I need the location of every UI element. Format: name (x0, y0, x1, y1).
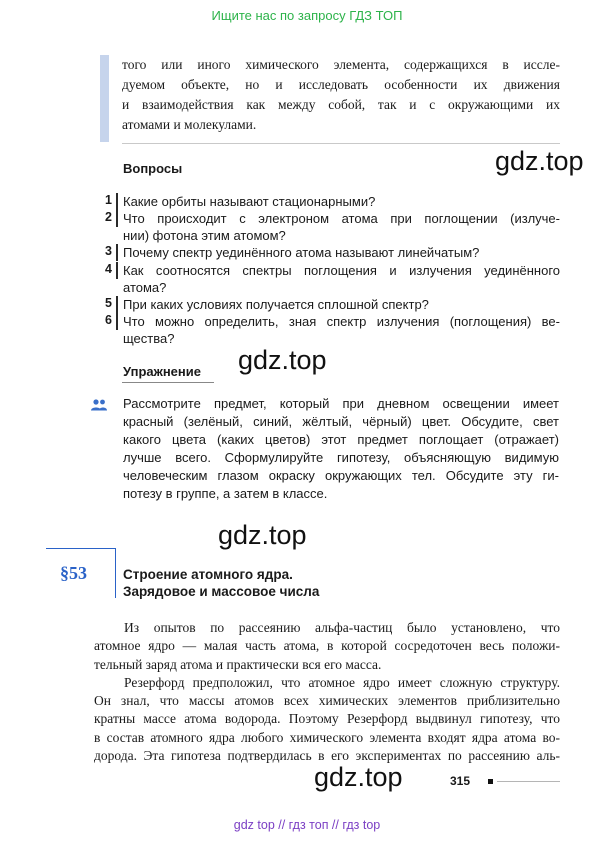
paragraph-number: §53 (60, 563, 87, 583)
exercise-title-underline (122, 382, 214, 383)
question-marker (116, 244, 118, 261)
paragraph-title: Строение атомного ядра. Зарядовое и массовое числа (123, 567, 320, 599)
question-text: Что происходит с электроном атома при поглощении (излуче- нии) фотона этим атомом? (123, 211, 560, 243)
question-number: 3 (105, 244, 112, 258)
intro-divider (122, 143, 560, 144)
intro-line: того или иного химического элемента, содержащихся в иссле- (122, 57, 560, 72)
watermark: gdz.top (238, 345, 327, 375)
group-work-icon (90, 399, 108, 411)
paragraph-body: Из опытов по рассеянию альфа-частиц было установлено, что атомное ядро — малая часть атома, в которой сосредоточен весь положи- тельный заряд атома и практически вся его масса. Резерфорд предположил, что атомное ядро имеет сложную структуру. Он знал, что массы атомов всех химических элементов приблизительно кратны массе атома водорода. Поэтому Резерфорд выдвинул гипотезу, что в состав атомного ядра любого химического элемента входят ядра атома во- дорода. Эта гипотеза подтвердилась в его экспериментах по рассеянию аль- (94, 620, 560, 764)
question-number: 5 (105, 296, 112, 310)
watermark: gdz.top (218, 520, 307, 550)
intro-line: и взаимодействия как между собой, так и с окружающими их (122, 97, 560, 112)
question-marker (116, 262, 118, 279)
page-footer-rule (497, 781, 560, 782)
intro-sidebar-bar (100, 55, 109, 142)
question-text: Какие орбиты называют стационарными? (123, 194, 376, 209)
page-number: 315 (450, 774, 471, 788)
questions-title: Вопросы (123, 161, 183, 176)
question-marker (116, 296, 118, 313)
watermark: gdz.top (314, 762, 403, 792)
question-marker (116, 313, 118, 330)
question-marker (116, 193, 118, 210)
question-text: Что можно определить, зная спектр излучения (поглощения) ве- щества? (123, 314, 560, 346)
question-number: 6 (105, 313, 112, 327)
intro-line: дуемом объекте, но и исследовать особенности их движения (122, 77, 560, 92)
question-text: При каких условиях получается сплошной спектр? (123, 297, 429, 312)
exercise-text: Рассмотрите предмет, который при дневном освещении имеет красный (зелёный, синий, жёлтый, чёрный) цвет. Обсудите, свет какого цвета (каких цветов) этот предмет поглощает (отражает) лучше всего. Сформулируйте гипотезу, объясняющую видимую человеческим глазом окраску окружающих тел. Обсудите эту ги- потезу в группе, а затем в классе. (123, 396, 559, 502)
search-hint: Ищите нас по запросу ГДЗ ТОП (211, 8, 403, 23)
question-text: Почему спектр уединённого атома называют линейчатым? (123, 245, 480, 260)
question-text: Как соотносятся спектры поглощения и излучения уединённого атома? (123, 263, 560, 295)
intro-text (122, 55, 560, 143)
exercise-title: Упражнение (123, 364, 201, 379)
question-marker (116, 210, 118, 227)
page-marker-square (488, 779, 493, 784)
question-number: 2 (105, 210, 112, 224)
footer-links[interactable]: gdz top // гдз топ // гдз top (233, 818, 381, 832)
question-number: 4 (105, 262, 112, 276)
intro-line: атомами и молекулами. (122, 117, 257, 132)
watermark: gdz.top (495, 146, 584, 176)
question-number: 1 (105, 193, 112, 207)
